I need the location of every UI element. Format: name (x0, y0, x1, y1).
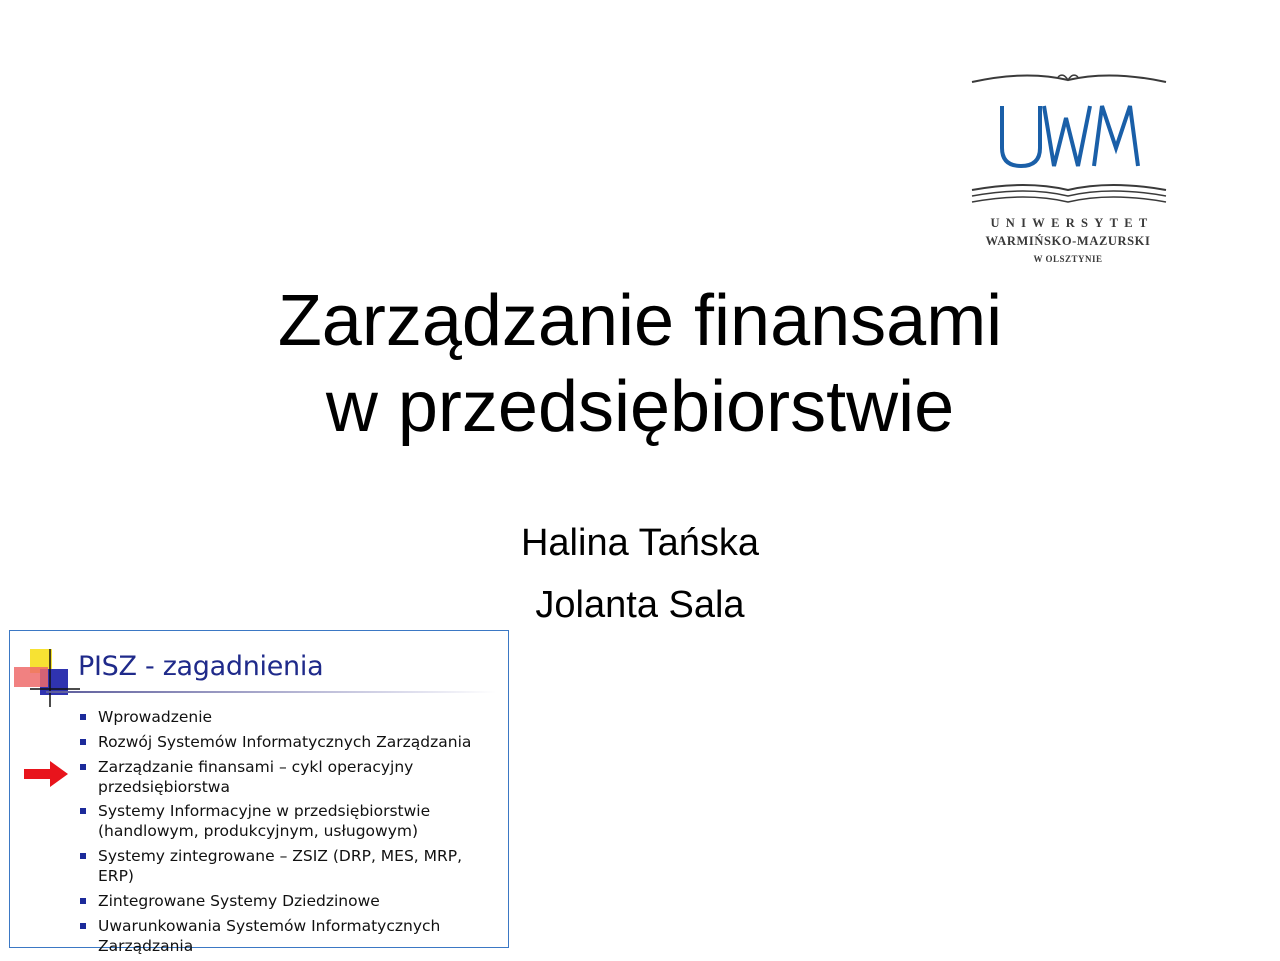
bullet-icon (80, 853, 86, 859)
arrow-right-icon (24, 761, 68, 787)
list-item (78, 732, 498, 752)
slide-title-line1: Zarządzanie finansami (277, 281, 1003, 361)
bullet-icon (80, 714, 86, 720)
logo-text-line3: W OLSZTYNIE (1033, 254, 1103, 264)
slide-title-line2: w przedsiębiorstwie (325, 367, 955, 447)
agenda-thumbnail (9, 630, 509, 955)
logo-text-line2: WARMIŃSKO-MAZURSKI (985, 234, 1151, 248)
list-item-text-cont: przedsiębiorstwa (98, 777, 230, 796)
bullet-icon (80, 898, 86, 904)
author-2: Jolanta Sala (535, 584, 745, 626)
author-1: Halina Tańska (520, 522, 759, 564)
list-item (78, 846, 498, 886)
agenda-title: PISZ - zagadnienia (78, 651, 324, 682)
bullet-icon (80, 764, 86, 770)
slide-title (0, 278, 1280, 450)
agenda-list (78, 707, 498, 961)
title-divider (46, 691, 496, 693)
bullet-icon (80, 739, 86, 745)
logo-text-line1: UNIWERSYTET (990, 216, 1154, 230)
list-item (78, 916, 498, 956)
list-item-text-cont: Zarządzania (98, 936, 194, 955)
list-item-text: Uwarunkowania Systemów Informatycznych (98, 916, 441, 935)
list-item-text: Zarządzanie finansami – cykl operacyjny (98, 757, 414, 776)
list-item (78, 891, 498, 911)
open-book-icon (966, 68, 1170, 208)
list-item-text: Systemy zintegrowane – ZSIZ (DRP, MES, MRP, ERP) (98, 847, 463, 886)
list-item-text-cont: (handlowym, produkcyjnym, usługowym) (98, 822, 419, 841)
bullet-icon (80, 808, 86, 814)
list-item (78, 707, 498, 727)
list-item-text: Rozwój Systemów Informatycznych Zarządzania (98, 732, 472, 751)
list-item-text: Systemy Informacyjne w przedsiębiorstwie (98, 802, 431, 821)
university-logo (966, 68, 1170, 272)
list-item (78, 801, 498, 841)
list-item-text: Wprowadzenie (98, 708, 213, 726)
bullet-icon (80, 923, 86, 929)
decorative-squares-icon (10, 649, 80, 709)
list-item (78, 757, 498, 797)
list-item-text: Zintegrowane Systemy Dziedzinowe (98, 891, 380, 910)
